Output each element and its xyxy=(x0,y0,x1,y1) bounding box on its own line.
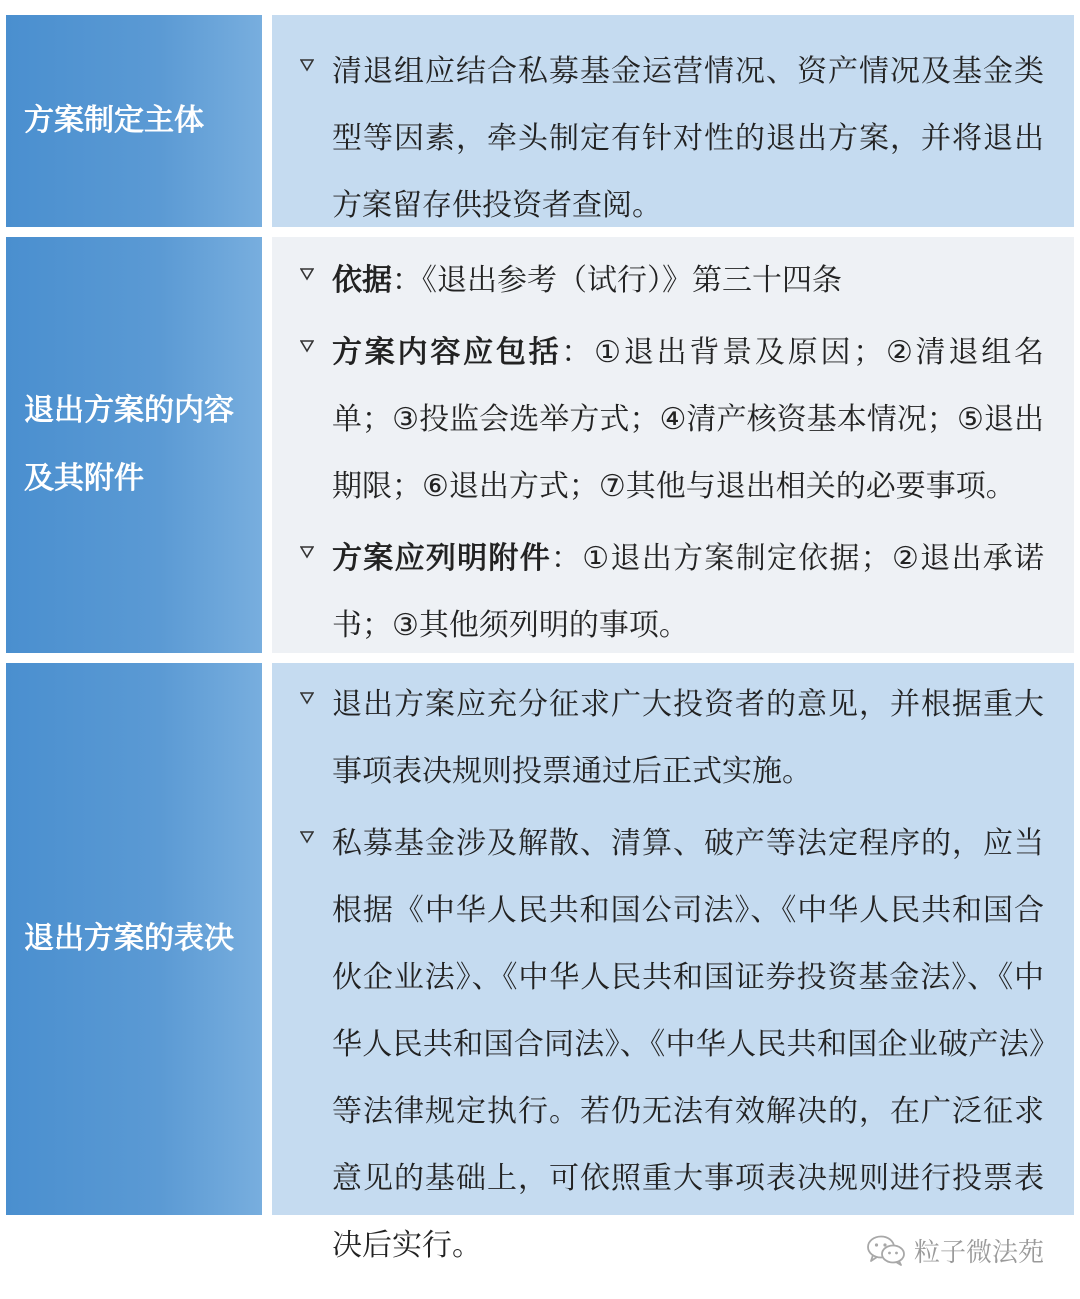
row-label xyxy=(6,237,262,653)
bullet-item xyxy=(300,38,1044,239)
item-text: ：《退出参考（试行）》第三十四条 xyxy=(392,263,842,298)
item-text: ：①退出方案制定依据；②退出承诺书；③其他须列明的事项。 xyxy=(332,541,1045,643)
triangle-bullet-icon xyxy=(300,267,314,281)
row-label xyxy=(6,663,262,1215)
bullet-item xyxy=(300,671,1044,805)
triangle-bullet-icon xyxy=(300,830,314,844)
triangle-bullet-icon xyxy=(300,58,314,72)
item-lead: 依据 xyxy=(332,263,392,298)
item-text: ：①退出背景及原因；②清退组名单；③投监会选举方式；④清产核资基本情况；⑤退出期限；⑥退出方式；⑦其他与退出相关的必要事项。 xyxy=(332,335,1044,504)
item-lead: 方案应列明附件 xyxy=(332,541,551,576)
bullet-item xyxy=(300,810,1044,1279)
row-label-text: 方案制定主体 xyxy=(24,103,204,138)
bullet-item xyxy=(300,247,1044,314)
row-label-text: 退出方案的表决 xyxy=(24,921,234,956)
wechat-watermark xyxy=(866,1230,1044,1270)
item-text: 私募基金涉及解散、清算、破产等法定程序的，应当根据《中华人民共和国公司法》、《中华人民共和国合伙企业法》、《中华人民共和国证券投资基金法》、《中华人民共和国合同法》、《中华人民共和国企业破产法》等法律规定执行。若仍无法有效解决的，在广泛征求意见的基础上，可依照重大事项表决规则进行投票表决后实行。 xyxy=(332,826,1044,1263)
triangle-bullet-icon xyxy=(300,339,314,353)
bullet-item xyxy=(300,319,1044,520)
triangle-bullet-icon xyxy=(300,545,314,559)
row-content xyxy=(272,15,1074,227)
table-row-plan-content xyxy=(6,237,1074,653)
wechat-icon xyxy=(866,1234,906,1266)
bullet-item xyxy=(300,525,1044,659)
item-text: 清退组应结合私募基金运营情况、资产情况及基金类型等因素，牵头制定有针对性的退出方案，并将退出方案留存供投资者查阅。 xyxy=(332,54,1044,223)
row-content xyxy=(272,237,1074,653)
item-lead: 方案内容应包括 xyxy=(332,335,562,370)
triangle-bullet-icon xyxy=(300,691,314,705)
row-label xyxy=(6,15,262,227)
table-row-plan-maker xyxy=(6,15,1074,227)
row-label-text: 退出方案的内容及其附件 xyxy=(24,393,234,496)
brand-name: 粒子微法苑 xyxy=(913,1237,1044,1268)
item-text: 退出方案应充分征求广大投资者的意见，并根据重大事项表决规则投票通过后正式实施。 xyxy=(332,687,1044,789)
